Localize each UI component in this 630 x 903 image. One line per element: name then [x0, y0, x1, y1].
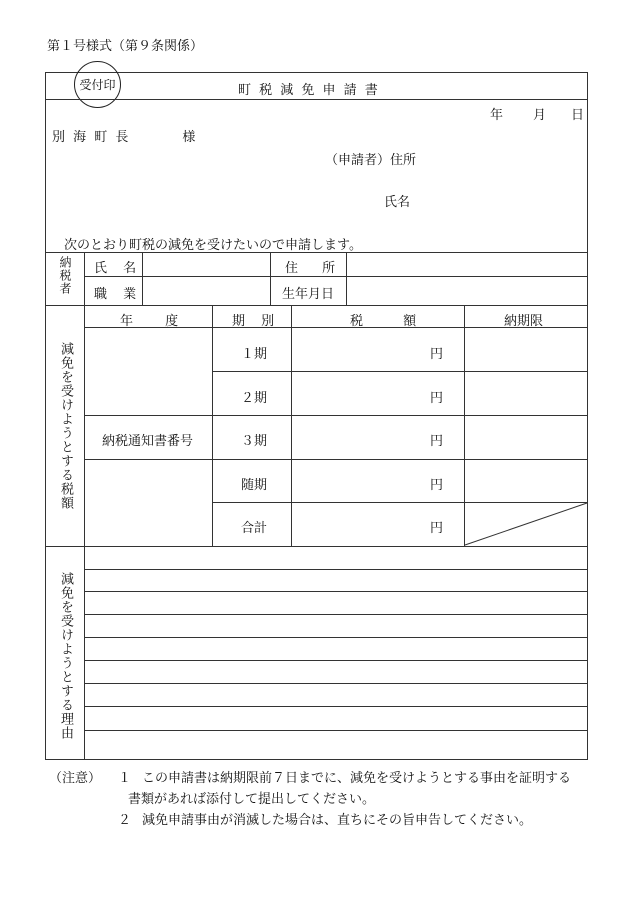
tax-row-unit: 円	[430, 434, 444, 449]
reason-line-8	[84, 730, 588, 731]
tax-row-period: ２期	[241, 391, 268, 406]
form-frame	[45, 72, 588, 760]
note-text: 減免申請事由が消滅した場合は、直ちにその旨申告してください。	[142, 813, 533, 828]
addressee-name: 別 海 町 長	[52, 130, 131, 145]
tax-row-unit: 円	[430, 521, 444, 536]
notes-label: （注意）	[49, 771, 102, 786]
tax-row-unit: 円	[430, 391, 444, 406]
tax-section-label: 減免を受けようとする税額	[58, 342, 73, 510]
form-title: 町 税 減 免 申 請 書	[238, 83, 380, 98]
reason-line-1	[84, 569, 588, 570]
tax-row-line-3	[84, 459, 588, 460]
taxpayer-birthdate-label: 生年月日	[282, 287, 335, 302]
date-year: 年	[490, 108, 504, 123]
taxpayer-address-label: 住 所	[285, 261, 346, 276]
tax-header-amount: 税 額	[350, 314, 435, 329]
reason-line-3	[84, 614, 588, 615]
reason-section-label: 減免を受けようとする理由	[58, 572, 73, 740]
total-deadline-slash	[464, 502, 588, 546]
tax-row-period: ３期	[241, 434, 268, 449]
applicant-address-label: （申請者）住所	[325, 153, 417, 168]
reason-line-6	[84, 683, 588, 684]
taxpayer-occupation-label: 職 業	[94, 287, 143, 302]
tax-row-period: 合計	[241, 521, 268, 536]
applicant-name-label: 氏名	[384, 195, 411, 210]
left-section-divider	[84, 305, 85, 760]
tax-row-unit: 円	[430, 347, 444, 362]
reason-line-7	[84, 706, 588, 707]
tax-header-period: 期 別	[232, 314, 281, 329]
tax-notice-number-label: 納税通知書番号	[102, 434, 194, 449]
addressee-honorific: 様	[182, 130, 198, 145]
date-month: 月	[533, 108, 547, 123]
note-number: ２	[118, 813, 132, 828]
note-number: １	[118, 771, 132, 786]
reason-line-2	[84, 591, 588, 592]
taxpayer-col-4	[346, 252, 347, 305]
taxpayer-col-2	[142, 252, 143, 305]
taxpayer-section-label: 納税者	[58, 256, 72, 295]
taxpayer-mid-line	[84, 276, 588, 277]
note-text-continued: 書類があれば添付して提出してください。	[128, 792, 376, 807]
taxpayer-name-label: 氏 名	[94, 261, 143, 276]
tax-bottom-line	[45, 546, 588, 547]
form-number: 第１号様式（第９条関係）	[47, 39, 204, 54]
taxpayer-col-1	[84, 252, 85, 305]
reason-line-4	[84, 637, 588, 638]
date-day: 日	[571, 108, 585, 123]
tax-col-1	[212, 305, 213, 546]
taxpayer-top-line	[45, 252, 588, 253]
taxpayer-bottom-line	[45, 305, 588, 306]
tax-row-period: 随期	[241, 478, 268, 493]
tax-row-period: １期	[241, 347, 268, 362]
tax-header-deadline: 納期限	[504, 314, 544, 329]
tax-row-unit: 円	[430, 478, 444, 493]
taxpayer-col-3	[270, 252, 271, 305]
note-text: この申請書は納期限前７日までに、減免を受けようとする事由を証明する	[142, 771, 572, 786]
tax-header-year: 年 度	[120, 314, 193, 329]
tax-col-2	[291, 305, 292, 546]
reception-stamp: 受付印	[74, 61, 121, 108]
reason-line-5	[84, 660, 588, 661]
tax-row-line-2	[84, 415, 588, 416]
addressee	[52, 126, 197, 145]
title-divider	[45, 99, 588, 100]
statement: 次のとおり町税の減免を受けたいので申請します。	[64, 238, 362, 253]
tax-row-line-1	[212, 371, 588, 372]
